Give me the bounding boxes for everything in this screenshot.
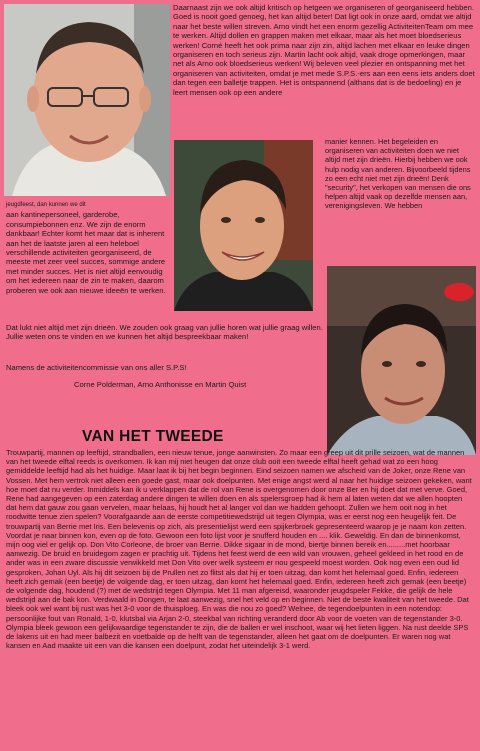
intro-signers: Corne Polderman, Arno Anthonisse en Martin Quist <box>74 380 247 389</box>
intro-regards: Namens de activiteitencommissie van ons aller S.P.S! <box>6 363 187 372</box>
intro-paragraph-left <box>6 199 171 295</box>
article-heading: VAN HET TWEEDE <box>82 428 224 445</box>
article-body: Trouwpartij, mannen op leeftijd, strandballen, een nieuw tenue, jonge aanwinsten. Zo maar een greep uit dit prille seizoen, wat de mannen van het tweede elftal reeds is overkomen. Ik kan mij niet heugen dat onze club ooit een tweede elftal heeft gehad wat zo een hoog gemiddelde leeftijd had als het huidige. Maar laat ik bij het begin beginnen. Eind seizoen namen we afscheid van de Joker, onze Rene van Vossen. Met hem vertrok niet alleen een goede gast, maar ook doelpunten. Met enige angst werd al naar het huidige seizoen gekeken, want hoe moet dat nu verder. Inmiddels kan ik u verklappen dat de rol van Rene is overgenomen door onze Ber en hij doet dat met verve. Goed, Rene had aangegeven op een zaterdag andere dingen te willen doen en als spelersgroep had ik hem al laten weten dat we allen hoopten dat hem dat gauw zou gaan vervelen, maar helaas, hij houdt het al langer vol dan we hadden gehoopt. Zullen we hem ooit nog in het roodwitte tenue zien spelen? Voorafgaande aan de eerste competitiewedstrijd uit tegen Olympia, was er eerst nog een heugelijk feit. De trouwpartij van Berrie met Iris. Een belevenis op zich, als presentielijst werd een spijkerbroek gepresenteerd waarop je je naam kon zetten. Voordat je naar binnen kon, even op de foto. Gewoon een foto lijst voor je snufferd houden en .... klik. Geweldig. En dan de binnenkomst, mijn oog viel er gelijk op. Don Vito Corleone, de broer van Berrie. Dikke sigaar in de mond, biertje binnen bereik en.........met hoorbaar aanwezig. De bruid en bruidegom zagen er prachtig uit. Tijdens het feest werd de een wild van vrouwen, geheel gekleed in het rood en de ander was in een zware discussie verwikkeld met Don Vito over welk systeem er nou gespeeld moest worden. Ook nog even een oud lid gesproken, Johan Uyl. Als hij dit seizoen bij de Prullen net zo flitst als dat hij er toen uitzag, dan komt het helemaal goed. Enfin, iedereen heeft zich gemak (een beetje) de volgende dag, er toen uitzag, dan komt het helemaal goed. Enfin, iedereen heeft zich gemak (een beetje) de volgende dag, houdend (?) met de wedstrijd tegen Olympia. Met 11 man afgereisd, waaronder jeugdspeler Fekke, die gelijk de hele wedstrijd aan de bak kon. Verdwaald in Dongen, te laat aanwezig, snel het veld op en beginnen. Niet de beste kwaliteit van het tweede. Dat bleek ook wel want bij rust was het 3-0 voor de thuisploeg. En was die nou zo goed? Welnee, de tegendoelpunten in een notendop: persoonlijke fout van Ronald, 1-0, klutsbal via Arjan 2-0, steekbal van richting veranderd door Ab voor de voeten van de tegenstander 3-0. Olympia bleek gewoon een gelijkwaardige tegenstander te zijn, die de ballen er wel inschoot, waar wij het lieten liggen. Na rust deelde SPS de lakens uit en had meer balbezit en voetbalde op de helft van de tegenstander, alleen het gaat om de doelpunten. Er waren nog wat kansen en Aad maakte uit een van die kansen een doelpunt, zodat het uiteindelijk 3-1 werd. <box>6 448 472 651</box>
photo-young-man-bar <box>327 266 476 455</box>
intro-paragraph-right: manier kennen. Het begeleiden en organiseren van activiteiten doen we niet altijd met zijn drieën. Hierbij hebben we ook hulp nodig van anderen. Bijvoorbeeld tijdens zo een echt niet met zijn drieën! Denk "security", het verkopen van mensen die ons helpen altijd vaak op dezelfde mensen aan, verenigingsleven. We hebben <box>325 137 471 211</box>
intro-paragraph-top: Daarnaast zijn we ook altijd kritisch op hetgeen we organiseren of georganiseerd hebben. Goed is nooit goed genoeg, het kan altijd beter! Dat ligt ook in onze aard, omdat we altijd naar het beste willen streven. Arno vindt het een enorm gezellig ActiviteitenTeam om mee te werken. Altijd dollen en grappen maken met elkaar, maar als het moet bloedserieus werken! Corné heeft het ook prima naar zijn zin, altijd lachen met elkaar en leuke dingen organiseren en toch serieus zijn. Martin lacht ook altijd, vaak droge opmerkingen, maar net als Arno ook bloedserieus werken! Wij beleven veel plezier en ontspanning met het organiseren van activiteiten, omdat je met mede S.P.S.-ers aan een eens iets anders doet dan tegen een balletje trappen. Het is ontspannend (althans dat is de bedoeling) en je leert mensen ook op een andere <box>173 3 475 97</box>
photo-man-glasses <box>4 4 170 196</box>
photo-young-man-smiling <box>174 140 313 311</box>
intro-left-body: aan kantinepersoneel, garderobe, consumpiebonnen enz. We zijn de enorm dankbaar! Echter komt het maar dat is inherent aan het de laatste jaren al een heleboel verschillende activiteiten georganiseerd, de meeste met zeer veel succes, sommige andere met minder succes. Het is niet altijd eenvoudig om het iedereen naar de zin te maken, daarom proberen we ook aan nieuwe ideeën te werken. <box>6 210 166 295</box>
intro-left-tag: jeugdfeest, dan kunnen we dit <box>6 202 86 208</box>
intro-paragraph-closing: Dat lukt niet altijd met zijn drieën. We zouden ook graag van jullie horen wat jullie graag willen. Jullie weten ons te vinden en we kunnen het altijd bespreekbaar maken! <box>6 323 323 342</box>
